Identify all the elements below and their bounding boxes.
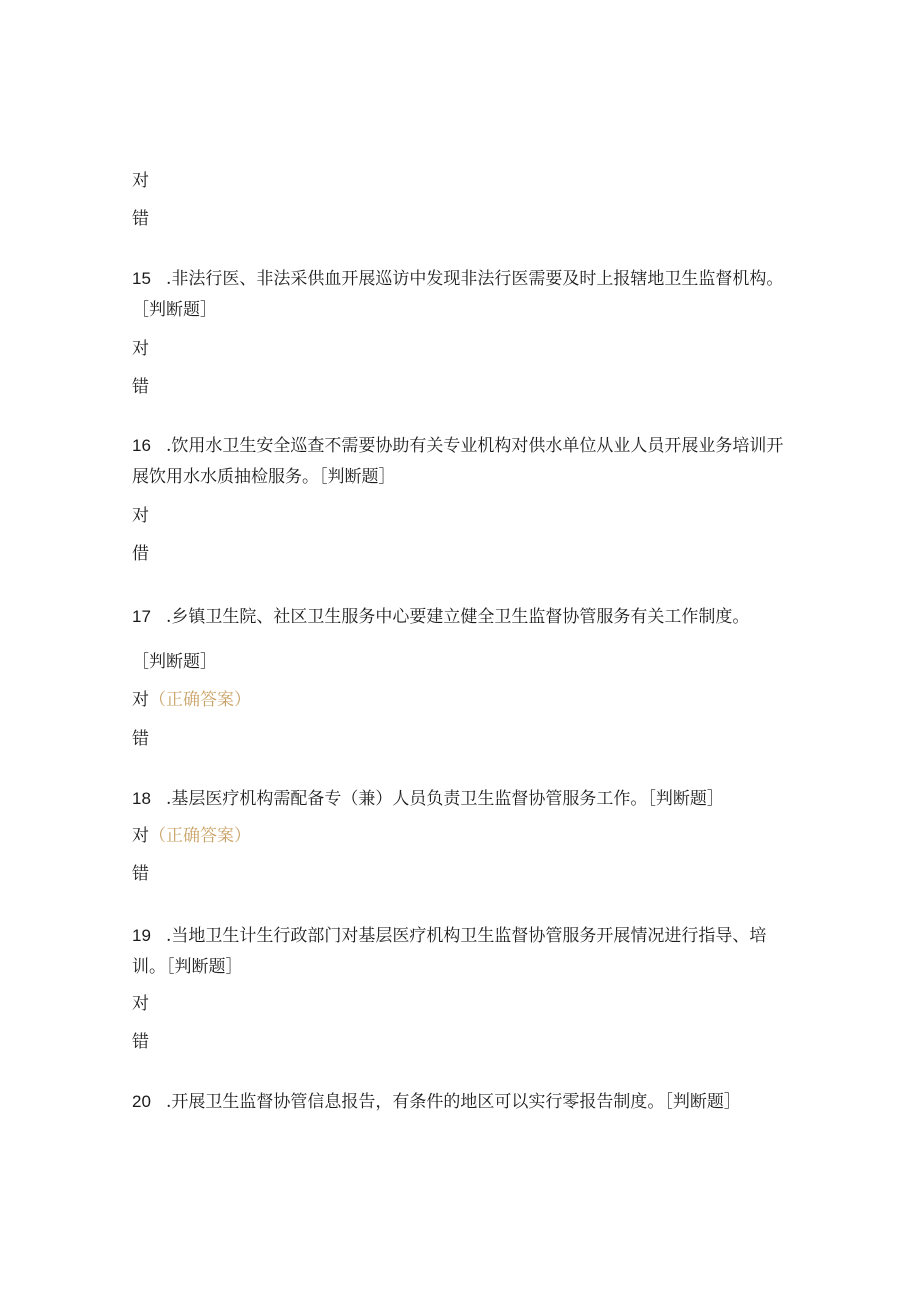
option-true[interactable] xyxy=(132,338,149,360)
question-type-tag xyxy=(132,651,217,673)
option-false[interactable] xyxy=(132,376,149,398)
option-label: 对 xyxy=(132,826,149,846)
option-true[interactable] xyxy=(132,505,149,527)
option-label: 对 xyxy=(132,994,149,1014)
option-false[interactable] xyxy=(132,1031,149,1053)
question-text: .饮用水卫生安全巡查不需要协助有关专业机构对供水单位从业人员开展业务培训开 xyxy=(166,436,784,456)
question-number: 19 xyxy=(132,926,151,945)
option-true[interactable] xyxy=(132,825,251,847)
question-text: .非法行医、非法采供血开展巡访中发现非法行医需要及时上报辖地卫生监督机构。 xyxy=(166,269,784,289)
question-16 xyxy=(132,435,783,457)
option-true[interactable] xyxy=(132,993,149,1015)
question-text-cont-span: 展饮用水水质抽检服务。［判断题］ xyxy=(132,467,396,487)
question-text: .当地卫生计生行政部门对基层医疗机构卫生监督协管服务开展情况进行指导、培 xyxy=(166,926,767,946)
question-text-cont: ［判断题］ xyxy=(132,652,217,672)
question-18 xyxy=(132,788,724,810)
option-label: 错 xyxy=(132,864,149,884)
option-label: 对 xyxy=(132,339,149,359)
option-label: 对 xyxy=(132,690,149,710)
option-true[interactable] xyxy=(132,689,251,711)
option-label: 对 xyxy=(132,506,149,526)
option-label: 错 xyxy=(132,729,149,749)
question-17 xyxy=(132,606,749,628)
question-text-cont: ［判断题］ xyxy=(132,300,217,320)
correct-answer-hint: （正确答案） xyxy=(149,690,251,710)
question-type-tag xyxy=(132,299,217,321)
option-false[interactable] xyxy=(132,543,149,565)
option-false[interactable] xyxy=(132,728,149,750)
question-19 xyxy=(132,925,766,947)
option-false[interactable] xyxy=(132,863,149,885)
question-text-cont xyxy=(132,466,396,488)
question-text: .乡镇卫生院、社区卫生服务中心要建立健全卫生监督协管服务有关工作制度。 xyxy=(166,607,750,627)
option-label: 错 xyxy=(132,209,149,229)
option-label: 对 xyxy=(132,171,149,191)
question-20 xyxy=(132,1091,741,1113)
correct-answer-hint: （正确答案） xyxy=(149,826,251,846)
option-label: 错 xyxy=(132,377,149,397)
option-label: 借 xyxy=(132,544,149,564)
option-label: 错 xyxy=(132,1032,149,1052)
question-text-cont-span: 训。［判断题］ xyxy=(132,957,243,977)
question-text-cont xyxy=(132,956,243,978)
question-number: 16 xyxy=(132,436,151,455)
question-number: 18 xyxy=(132,789,151,808)
question-number: 20 xyxy=(132,1092,151,1111)
option-true[interactable] xyxy=(132,170,149,192)
question-text: .基层医疗机构需配备专（兼）人员负责卫生监督协管服务工作。［判断题］ xyxy=(166,789,724,809)
question-15 xyxy=(132,268,783,290)
question-number: 15 xyxy=(132,269,151,288)
option-false[interactable] xyxy=(132,208,149,230)
question-number: 17 xyxy=(132,607,151,626)
question-text: .开展卫生监督协管信息报告，有条件的地区可以实行零报告制度。［判断题］ xyxy=(166,1092,741,1112)
